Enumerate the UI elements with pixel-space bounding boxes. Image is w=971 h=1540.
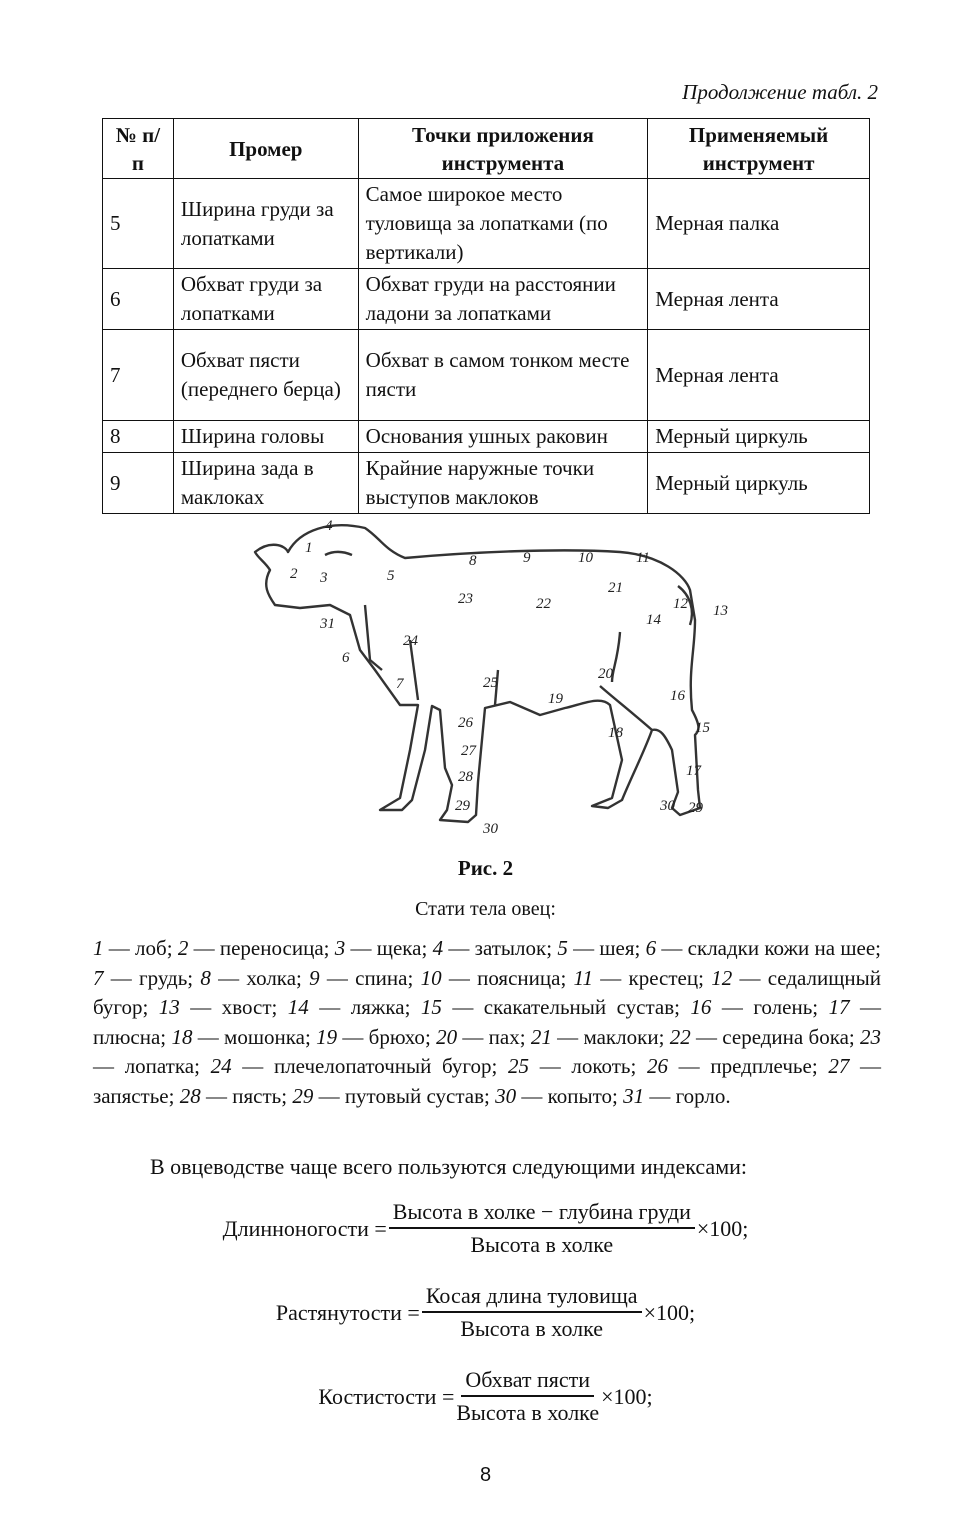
figure-label: 21 <box>608 580 623 596</box>
figure-label: 13 <box>713 603 728 619</box>
legend-number: 5 <box>557 936 568 960</box>
row-number: 9 <box>103 453 174 514</box>
legend-term: мошонка <box>224 1024 305 1049</box>
figure-label: 24 <box>403 633 418 649</box>
legend-term: путовый сустав <box>344 1083 484 1108</box>
figure-label: 7 <box>396 676 404 692</box>
legend-number: 23 <box>860 1024 882 1049</box>
figure-label: 6 <box>342 650 350 666</box>
figure-label: 8 <box>469 553 477 569</box>
legend-number: 12 <box>711 965 733 990</box>
legend-number: 29 <box>292 1083 314 1108</box>
formula-denominator: Высота в холке <box>456 1400 600 1425</box>
figure-caption: Рис. 2 <box>457 856 514 880</box>
legend-term: голень <box>753 995 813 1019</box>
table-row <box>103 453 870 514</box>
table-continuation-label: Продолжение табл. 2 <box>682 80 878 104</box>
legend-number: 24 <box>210 1054 232 1078</box>
page-number: 8 <box>479 1464 492 1486</box>
legend-term: плюсна <box>93 1024 161 1049</box>
legend-term: ляжка <box>350 995 405 1019</box>
legend-term: складки кожи на шее <box>687 936 876 960</box>
row-instrument: Мерный циркуль <box>648 421 870 453</box>
formula-denominator: Высота в холке <box>470 1232 614 1257</box>
figure-label: 30 <box>483 821 498 837</box>
figure-label: 2 <box>290 566 298 582</box>
table-header-row <box>103 119 870 179</box>
legend-term: холка <box>246 965 297 990</box>
legend-term: локоть <box>571 1054 631 1078</box>
legend-term: запястье <box>93 1083 169 1108</box>
figure-label: 1 <box>305 540 313 556</box>
legend-term: маклоки <box>583 1024 659 1049</box>
legend-number: 31 <box>623 1083 645 1108</box>
row-instrument: Мерная лента <box>648 269 870 330</box>
header-instrument: Применяемый инструмент <box>648 119 870 179</box>
legend-term: скакательный сустав <box>483 995 675 1019</box>
figure-label: 22 <box>536 596 551 612</box>
figure-label: 5 <box>387 568 395 584</box>
table-row <box>103 269 870 330</box>
row-points: Крайние наружные точки выступов маклоков <box>358 453 648 514</box>
legend-number: 15 <box>420 995 442 1019</box>
figure-label: 19 <box>548 691 563 707</box>
legend-term: пах <box>488 1024 520 1049</box>
legend-term: спина <box>355 965 408 990</box>
row-measure: Ширина груди за лопатками <box>173 179 358 269</box>
legend-number: 13 <box>158 995 180 1019</box>
legend-number: 16 <box>690 995 712 1019</box>
legend-term: поясница <box>477 965 561 990</box>
figure-label: 20 <box>598 666 613 682</box>
formula-name: Растянутости = <box>275 1300 420 1325</box>
legend-term: крестец <box>628 965 699 990</box>
legend-term: брюхо <box>368 1024 425 1049</box>
legend-number: 27 <box>828 1054 850 1078</box>
legend-term: седалищный бугор <box>93 965 882 1019</box>
measurements-table <box>102 118 870 514</box>
legend-term: хвост <box>221 995 272 1019</box>
formula-fraction <box>422 1281 642 1345</box>
formula-fraction <box>456 1365 599 1429</box>
figure-label: 14 <box>646 612 661 628</box>
row-instrument: Мерная лента <box>648 330 870 421</box>
figure-legend: 1 — лоб; 2 — переносица; 3 — щека; 4 — затылок; 5 — шея; 6 — складки кожи на шее; 7 — грудь; 8 — холка; 9 — спина; 10 — поясница; 11 — крестец; 12 — седалищный бугор; 13 — хвост; 14 — ляжка; 15 — скакательный сустав; 16 — голень; 17 — плюсна; 18 — мошонка; 19 — брюхо; 20 — пах; 21 — маклоки; 22 — середина бока; 23 — лопатка; 24 — плечелопаточный бугор; 25 — локоть; 26 — предплечье; 27 — запястье; 28 — пясть; 29 — путовый сустав; 30 — копыто; 31 — горло. <box>93 936 882 1108</box>
legend-number: 21 <box>530 1024 552 1049</box>
legend-term: лоб <box>135 936 167 960</box>
legend-number: 10 <box>420 965 442 990</box>
row-number: 7 <box>103 330 174 421</box>
legend-number: 30 <box>495 1083 517 1108</box>
figure-label: 27 <box>461 743 476 759</box>
row-instrument: Мерный циркуль <box>648 453 870 514</box>
legend-number: 8 <box>200 965 211 990</box>
row-number: 8 <box>103 421 174 453</box>
header-measure: Промер <box>173 119 358 179</box>
legend-number: 1 <box>93 936 104 960</box>
row-measure: Обхват груди за лопатками <box>173 269 358 330</box>
figure-label: 29 <box>455 798 470 814</box>
sheep-figure <box>240 510 730 850</box>
row-measure: Обхват пясти (переднего берца) <box>173 330 358 421</box>
row-points: Обхват в самом тонком месте пясти <box>358 330 648 421</box>
legend-number: 2 <box>177 936 189 960</box>
legend-number: 26 <box>647 1054 668 1078</box>
table-row <box>103 421 870 453</box>
figure-label: 26 <box>458 715 473 731</box>
legend-term: переносица <box>219 936 324 960</box>
legend-number: 9 <box>309 965 320 990</box>
table-row <box>103 330 870 421</box>
formula-numerator: Обхват пясти <box>461 1365 594 1397</box>
index-formula <box>0 1365 971 1429</box>
legend-term: копыто <box>547 1083 612 1108</box>
legend-number: 14 <box>287 995 309 1019</box>
figure-label: 28 <box>458 769 473 785</box>
legend-number: 7 <box>93 965 104 990</box>
formula-numerator: Косая длина туловища <box>422 1281 642 1313</box>
legend-number: 18 <box>171 1024 193 1049</box>
figure-label: 23 <box>458 591 473 607</box>
formula-name: Костистости = <box>318 1384 455 1409</box>
legend-term: предплечье <box>710 1054 812 1078</box>
index-formula <box>0 1281 971 1345</box>
figure-label: 4 <box>325 518 333 534</box>
figure-label: 15 <box>695 720 710 736</box>
formula-multiplier: ×100; <box>601 1384 653 1409</box>
legend-number: 4 <box>432 936 444 960</box>
legend-term: пясть <box>232 1083 282 1108</box>
formula-numerator: Высота в холке − глубина груди <box>389 1197 695 1229</box>
formula-multiplier: ×100; <box>696 1216 749 1241</box>
legend-term: щека <box>376 936 422 960</box>
legend-number: 20 <box>436 1024 458 1049</box>
figure-label: 31 <box>320 616 335 632</box>
figure-label: 16 <box>670 688 685 704</box>
row-points: Основания ушных раковин <box>358 421 648 453</box>
legend-number: 25 <box>508 1054 530 1078</box>
index-formula <box>0 1197 971 1261</box>
figure-label: 3 <box>320 570 328 586</box>
row-measure: Ширина зада в маклоках <box>173 453 358 514</box>
legend-number: 11 <box>573 965 593 990</box>
figure-label: 10 <box>578 550 593 566</box>
figure-label: 12 <box>673 596 688 612</box>
row-instrument: Мерная палка <box>648 179 870 269</box>
legend-number: 6 <box>645 936 657 960</box>
legend-term: затылок <box>474 936 547 960</box>
figure-label: 30 <box>660 798 675 814</box>
figure-label: 11 <box>636 550 650 566</box>
header-number: № п/п <box>103 119 174 179</box>
legend-number: 22 <box>669 1024 691 1049</box>
figure-label: 29 <box>688 800 703 816</box>
figure-subtitle: Стати тела овец: <box>415 898 556 920</box>
figure-label: 9 <box>523 550 531 566</box>
figure-label: 25 <box>483 675 498 691</box>
figure-label: 18 <box>608 725 623 741</box>
indices-paragraph: В овцеводстве чаще всего пользуются следующими индексами: <box>150 1154 748 1179</box>
legend-term: середина бока <box>722 1024 849 1049</box>
header-points: Точки приложения инструмента <box>358 119 648 179</box>
legend-number: 17 <box>828 995 850 1019</box>
legend-term: горло <box>675 1083 726 1108</box>
legend-term: плечелопаточный бугор <box>273 1054 492 1078</box>
formula-name: Длинноногости = <box>222 1216 387 1241</box>
legend-term: лопатка <box>124 1054 195 1078</box>
row-points: Обхват груди на расстоянии ладони за лопатками <box>358 269 648 330</box>
row-points: Самое широкое место туловища за лопатками (по вертикали) <box>358 179 648 269</box>
row-number: 6 <box>103 269 174 330</box>
figure-label: 17 <box>686 763 701 779</box>
row-measure: Ширина головы <box>173 421 358 453</box>
legend-term: грудь <box>139 965 188 990</box>
legend-term: шея <box>599 936 635 960</box>
legend-number: 28 <box>179 1083 201 1108</box>
formula-denominator: Высота в холке <box>460 1316 604 1341</box>
legend-number: 3 <box>334 936 346 960</box>
table-row <box>103 179 870 269</box>
formula-fraction <box>389 1197 695 1261</box>
row-number: 5 <box>103 179 174 269</box>
formula-multiplier: ×100; <box>643 1300 696 1325</box>
legend-number: 19 <box>316 1024 338 1049</box>
